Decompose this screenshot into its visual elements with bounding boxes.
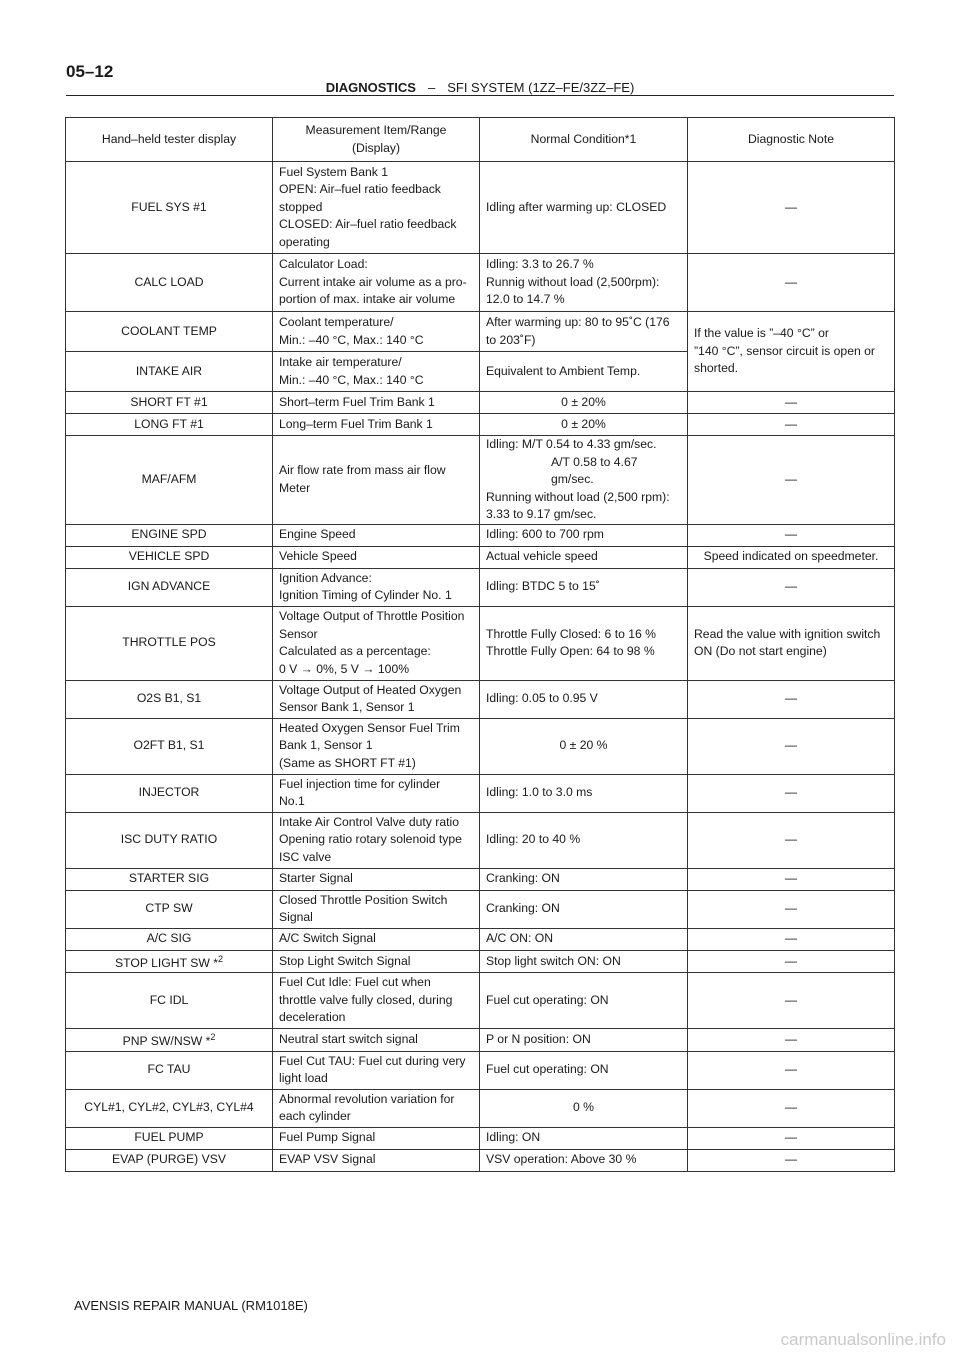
normal-line: 0 ± 20 % bbox=[559, 738, 608, 753]
note-line: ON (Do not start engine) bbox=[694, 644, 827, 658]
cell-diagnostic-note-dash: — bbox=[688, 568, 895, 606]
item-line: Sensor bbox=[279, 626, 318, 641]
cell-measurement-item bbox=[273, 680, 480, 718]
table-row bbox=[66, 546, 895, 568]
table-row bbox=[66, 436, 895, 525]
normal-line: Cranking: ON bbox=[486, 871, 560, 886]
item-line: No.1 bbox=[279, 794, 305, 808]
cell-measurement-item bbox=[273, 312, 480, 352]
table-row bbox=[66, 1127, 895, 1149]
cell-display bbox=[66, 928, 273, 950]
item-line: Starter Signal bbox=[279, 871, 353, 886]
item-line: Short–term Fuel Trim Bank 1 bbox=[279, 394, 435, 409]
normal-line: 0 % bbox=[572, 1100, 594, 1115]
cell-display bbox=[66, 868, 273, 890]
cell-diagnostic-note-dash: — bbox=[688, 973, 895, 1029]
item-line: Engine Speed bbox=[279, 527, 356, 542]
item-line: stopped bbox=[279, 199, 323, 214]
header-display: Hand–held tester display bbox=[66, 118, 273, 162]
display-text: FUEL PUMP bbox=[134, 1130, 204, 1145]
table-row bbox=[66, 973, 895, 1029]
cell-normal-condition bbox=[480, 812, 688, 868]
normal-line: Fuel cut operating: ON bbox=[486, 1062, 609, 1077]
display-text: VEHICLE SPD bbox=[128, 549, 210, 564]
cell-display bbox=[66, 352, 273, 392]
item-line: Bank 1, Sensor 1 bbox=[279, 738, 373, 753]
display-text: ISC DUTY RATIO bbox=[120, 832, 218, 847]
cell-display bbox=[66, 1051, 273, 1089]
cell-normal-condition bbox=[480, 718, 688, 774]
note-line: ”140 °C”, sensor circuit is open or bbox=[694, 343, 875, 358]
cell-diagnostic-note-dash: — bbox=[688, 162, 895, 254]
item-line: (Same as SHORT FT #1) bbox=[279, 755, 416, 770]
cell-display bbox=[66, 1029, 273, 1052]
cell-display bbox=[66, 436, 273, 525]
cell-normal-condition bbox=[480, 1149, 688, 1171]
item-line: Current intake air volume as a pro- bbox=[279, 274, 467, 289]
cell-measurement-item bbox=[273, 950, 480, 973]
normal-line: Idling: 600 to 700 rpm bbox=[486, 527, 604, 542]
display-text: A/C SIG bbox=[146, 931, 192, 946]
item-line: Abnormal revolution variation for bbox=[279, 1091, 455, 1106]
table-row bbox=[66, 524, 895, 546]
cell-display bbox=[66, 950, 273, 973]
item-line: Sensor Bank 1, Sensor 1 bbox=[279, 700, 415, 714]
section-title: DIAGNOSTICS bbox=[325, 80, 416, 95]
normal-line: Running without load (2,500 rpm): bbox=[486, 489, 670, 504]
header-separator: – bbox=[427, 80, 436, 95]
cell-measurement-item bbox=[273, 524, 480, 546]
cell-normal-condition bbox=[480, 546, 688, 568]
cell-display bbox=[66, 774, 273, 812]
cell-diagnostic-note-dash: — bbox=[688, 1051, 895, 1089]
cell-normal-condition bbox=[480, 774, 688, 812]
item-line: deceleration bbox=[279, 1010, 346, 1025]
display-text: FC TAU bbox=[147, 1062, 191, 1077]
display-text: INTAKE AIR bbox=[135, 363, 203, 378]
normal-line: Idling: BTDC 5 to 15˚ bbox=[486, 579, 600, 594]
cell-measurement-item bbox=[273, 254, 480, 312]
item-line: Ignition Advance: bbox=[279, 570, 372, 585]
cell-normal-condition bbox=[480, 606, 688, 680]
table-row bbox=[66, 1089, 895, 1127]
item-line: OPEN: Air–fuel ratio feedback bbox=[279, 182, 441, 197]
cell-display bbox=[66, 312, 273, 352]
cell-measurement-item bbox=[273, 546, 480, 568]
table-row bbox=[66, 868, 895, 890]
normal-line: Idling: 0.05 to 0.95 V bbox=[486, 691, 598, 706]
normal-line: P or N position: ON bbox=[486, 1032, 591, 1047]
normal-line: Cranking: ON bbox=[486, 901, 560, 916]
cell-display bbox=[66, 254, 273, 312]
cell-normal-condition bbox=[480, 868, 688, 890]
item-line: Voltage Output of Heated Oxygen bbox=[279, 682, 462, 697]
normal-line: After warming up: 80 to 95˚C (176 bbox=[486, 315, 670, 329]
cell-display bbox=[66, 546, 273, 568]
cell-measurement-item bbox=[273, 568, 480, 606]
cell-normal-condition bbox=[480, 1029, 688, 1052]
table-row bbox=[66, 1029, 895, 1052]
display-text: INJECTOR bbox=[138, 785, 200, 800]
item-line: operating bbox=[279, 234, 330, 249]
item-line: Opening ratio rotary solenoid type bbox=[279, 832, 462, 847]
display-text: EVAP (PURGE) VSV bbox=[111, 1152, 226, 1167]
cell-diagnostic-note-dash: — bbox=[688, 436, 895, 525]
item-line: Fuel Cut Idle: Fuel cut when bbox=[279, 975, 431, 990]
cell-normal-condition bbox=[480, 352, 688, 392]
footnote-marker: 2 bbox=[217, 953, 223, 964]
table-row bbox=[66, 1051, 895, 1089]
normal-line: Throttle Fully Closed: 6 to 16 % bbox=[486, 626, 657, 641]
cell-normal-condition bbox=[480, 890, 688, 928]
table-row bbox=[66, 812, 895, 868]
cell-normal-condition bbox=[480, 254, 688, 312]
display-text: CYL#1, CYL#2, CYL#3, CYL#4 bbox=[84, 1100, 254, 1115]
item-line: A/C Switch Signal bbox=[279, 931, 376, 946]
display-text: ENGINE SPD bbox=[131, 527, 207, 542]
note-line: If the value is ”–40 °C” or bbox=[694, 326, 829, 341]
cell-measurement-item bbox=[273, 890, 480, 928]
cell-normal-condition bbox=[480, 436, 688, 525]
cell-measurement-item bbox=[273, 606, 480, 680]
header-item-line1: Measurement Item/Range bbox=[305, 123, 447, 137]
display-text: FC IDL bbox=[149, 992, 189, 1007]
normal-line: Equivalent to Ambient Temp. bbox=[486, 363, 641, 378]
cell-measurement-item bbox=[273, 973, 480, 1029]
normal-line: VSV operation: Above 30 % bbox=[486, 1152, 637, 1167]
cell-measurement-item bbox=[273, 392, 480, 414]
item-line: throttle valve fully closed, during bbox=[279, 992, 453, 1007]
normal-line: Runnig without load (2,500rpm): bbox=[486, 274, 660, 289]
cell-diagnostic-note-dash: — bbox=[688, 718, 895, 774]
table-row bbox=[66, 774, 895, 812]
item-line: Min.: –40 °C, Max.: 140 °C bbox=[279, 372, 424, 387]
normal-line: Idling after warming up: CLOSED bbox=[486, 199, 667, 214]
item-line: EVAP VSV Signal bbox=[279, 1152, 376, 1167]
cell-normal-condition bbox=[480, 1051, 688, 1089]
cell-normal-condition bbox=[480, 1089, 688, 1127]
cell-diagnostic-note-dash: — bbox=[688, 414, 895, 436]
item-line: Fuel System Bank 1 bbox=[279, 164, 389, 179]
table-row bbox=[66, 680, 895, 718]
cell-measurement-item bbox=[273, 162, 480, 254]
cell-measurement-item bbox=[273, 352, 480, 392]
table-row bbox=[66, 718, 895, 774]
cell-diagnostic-note-dash: — bbox=[688, 392, 895, 414]
header-diagnostic-note: Diagnostic Note bbox=[688, 118, 895, 162]
display-text: CALC LOAD bbox=[134, 274, 204, 289]
cell-measurement-item bbox=[273, 718, 480, 774]
cell-diagnostic-note-dash: — bbox=[688, 1029, 895, 1052]
cell-normal-condition bbox=[480, 928, 688, 950]
cell-measurement-item bbox=[273, 1051, 480, 1089]
item-line: 0 V → 0%, 5 V → 100% bbox=[279, 661, 410, 676]
display-text: STOP LIGHT SW * bbox=[115, 955, 218, 970]
cell-measurement-item bbox=[273, 1089, 480, 1127]
normal-line: 12.0 to 14.7 % bbox=[486, 292, 565, 307]
display-text: STARTER SIG bbox=[128, 871, 210, 886]
cell-diagnostic-note-dash: — bbox=[688, 1089, 895, 1127]
item-line: Neutral start switch signal bbox=[279, 1032, 418, 1047]
normal-line: Actual vehicle speed bbox=[486, 549, 598, 564]
display-text: MAF/AFM bbox=[141, 472, 197, 486]
cell-display bbox=[66, 973, 273, 1029]
normal-line: 3.33 to 9.17 gm/sec. bbox=[486, 507, 597, 521]
normal-line: Idling: M/T 0.54 to 4.33 gm/sec. bbox=[486, 437, 657, 451]
cell-normal-condition bbox=[480, 973, 688, 1029]
item-line: Calculated as a percentage: bbox=[279, 644, 431, 658]
cell-display bbox=[66, 524, 273, 546]
table-row bbox=[66, 950, 895, 973]
header-measurement-item bbox=[273, 118, 480, 162]
cell-display bbox=[66, 680, 273, 718]
display-text: THROTTLE POS bbox=[122, 635, 216, 650]
cell-diagnostic-note-dash: — bbox=[688, 680, 895, 718]
cell-normal-condition bbox=[480, 414, 688, 436]
item-line: Intake air temperature/ bbox=[279, 355, 402, 369]
table-row bbox=[66, 1149, 895, 1171]
cell-display bbox=[66, 1149, 273, 1171]
cell-normal-condition bbox=[480, 680, 688, 718]
cell-diagnostic-note-dash: — bbox=[688, 774, 895, 812]
item-line: Voltage Output of Throttle Position bbox=[279, 609, 465, 623]
display-text: IGN ADVANCE bbox=[127, 579, 211, 594]
cell-display bbox=[66, 1089, 273, 1127]
note-line: shorted. bbox=[694, 361, 739, 376]
item-line: Long–term Fuel Trim Bank 1 bbox=[279, 416, 433, 431]
cell-measurement-item bbox=[273, 1029, 480, 1052]
item-line: Stop Light Switch Signal bbox=[279, 953, 411, 968]
item-line: Signal bbox=[279, 910, 313, 924]
header-rule bbox=[66, 95, 894, 96]
diagnostic-table bbox=[65, 117, 895, 1172]
cell-diagnostic-note-dash: — bbox=[688, 254, 895, 312]
display-text: O2FT B1, S1 bbox=[133, 738, 205, 753]
table-row bbox=[66, 312, 895, 352]
display-text: LONG FT #1 bbox=[134, 416, 204, 431]
cell-display bbox=[66, 718, 273, 774]
note-line: Read the value with ignition switch bbox=[694, 626, 881, 641]
normal-line: Idling: 1.0 to 3.0 ms bbox=[486, 785, 593, 800]
cell-display bbox=[66, 890, 273, 928]
note-line: Speed indicated on speedmeter. bbox=[703, 549, 879, 564]
normal-line: Stop light switch ON: ON bbox=[486, 953, 621, 968]
normal-line: A/C ON: ON bbox=[486, 931, 554, 946]
page-footer: AVENSIS REPAIR MANUAL (RM1018E) bbox=[74, 1298, 308, 1313]
item-line: Meter bbox=[279, 480, 311, 495]
cell-measurement-item bbox=[273, 414, 480, 436]
table-row bbox=[66, 606, 895, 680]
item-line: Fuel injection time for cylinder bbox=[279, 776, 441, 791]
item-line: Closed Throttle Position Switch bbox=[279, 892, 448, 907]
table-header-row bbox=[66, 118, 895, 162]
normal-line: 0 ± 20% bbox=[561, 416, 606, 431]
cell-normal-condition bbox=[480, 1127, 688, 1149]
table-row bbox=[66, 162, 895, 254]
table-row bbox=[66, 392, 895, 414]
table-row bbox=[66, 414, 895, 436]
item-line: Ignition Timing of Cylinder No. 1 bbox=[279, 588, 452, 602]
cell-normal-condition bbox=[480, 392, 688, 414]
cell-measurement-item bbox=[273, 1127, 480, 1149]
item-line: CLOSED: Air–fuel ratio feedback bbox=[279, 217, 457, 232]
normal-line: Idling: ON bbox=[486, 1130, 541, 1145]
cell-diagnostic-note-dash: — bbox=[688, 868, 895, 890]
page-number: 05–12 bbox=[66, 62, 114, 81]
header-normal-condition: Normal Condition*1 bbox=[480, 118, 688, 162]
cell-measurement-item bbox=[273, 1149, 480, 1171]
cell-display bbox=[66, 812, 273, 868]
item-line: Intake Air Control Valve duty ratio bbox=[279, 814, 459, 829]
display-text: SHORT FT #1 bbox=[130, 394, 208, 409]
cell-diagnostic-note-dash: — bbox=[688, 812, 895, 868]
display-text: O2S B1, S1 bbox=[136, 691, 202, 706]
cell-diagnostic-note-dash: — bbox=[688, 524, 895, 546]
normal-line: Idling: 20 to 40 % bbox=[486, 832, 581, 847]
normal-line: Fuel cut operating: ON bbox=[486, 992, 609, 1007]
item-line: Calculator Load: bbox=[279, 257, 368, 272]
footnote-marker: 2 bbox=[210, 1032, 216, 1043]
item-line: each cylinder bbox=[279, 1109, 351, 1124]
display-text: CTP SW bbox=[145, 901, 193, 916]
table-row bbox=[66, 890, 895, 928]
cell-diagnostic-note-dash: — bbox=[688, 950, 895, 973]
display-text: PNP SW/NSW * bbox=[122, 1034, 211, 1049]
item-line: Vehicle Speed bbox=[279, 549, 357, 564]
header-item-line2: (Display) bbox=[351, 140, 401, 155]
watermark: carmanualsonline.info bbox=[780, 1330, 946, 1349]
item-line: Heated Oxygen Sensor Fuel Trim bbox=[279, 720, 460, 735]
cell-measurement-item bbox=[273, 436, 480, 525]
item-line: ISC valve bbox=[279, 849, 332, 864]
normal-line: Idling: 3.3 to 26.7 % bbox=[486, 257, 594, 272]
cell-measurement-item bbox=[273, 812, 480, 868]
cell-diagnostic-note bbox=[688, 312, 895, 392]
cell-diagnostic-note bbox=[688, 546, 895, 568]
normal-line: 0 ± 20% bbox=[561, 394, 606, 409]
cell-display bbox=[66, 162, 273, 254]
table-row bbox=[66, 254, 895, 312]
cell-diagnostic-note-dash: — bbox=[688, 1149, 895, 1171]
cell-display bbox=[66, 392, 273, 414]
cell-normal-condition bbox=[480, 162, 688, 254]
cell-normal-condition bbox=[480, 312, 688, 352]
item-line: Coolant temperature/ bbox=[279, 315, 394, 329]
cell-diagnostic-note-dash: — bbox=[688, 890, 895, 928]
item-line: Fuel Cut TAU: Fuel cut during very bbox=[279, 1053, 466, 1068]
item-line: Min.: –40 °C, Max.: 140 °C bbox=[279, 332, 424, 347]
item-line: Fuel Pump Signal bbox=[279, 1130, 376, 1145]
cell-diagnostic-note-dash: — bbox=[688, 928, 895, 950]
cell-measurement-item bbox=[273, 928, 480, 950]
table-row bbox=[66, 928, 895, 950]
cell-measurement-item bbox=[273, 774, 480, 812]
normal-line: Throttle Fully Open: 64 to 98 % bbox=[486, 644, 655, 658]
normal-line: A/T 0.58 to 4.67 gm/sec. bbox=[551, 454, 638, 486]
display-text: COOLANT TEMP bbox=[121, 323, 217, 338]
item-line: portion of max. intake air volume bbox=[279, 292, 456, 307]
display-text: FUEL SYS #1 bbox=[131, 199, 207, 214]
cell-measurement-item bbox=[273, 868, 480, 890]
cell-normal-condition bbox=[480, 568, 688, 606]
cell-normal-condition bbox=[480, 524, 688, 546]
cell-display bbox=[66, 414, 273, 436]
cell-diagnostic-note-dash: — bbox=[688, 1127, 895, 1149]
cell-diagnostic-note bbox=[688, 606, 895, 680]
normal-line: to 203˚F) bbox=[486, 332, 536, 347]
cell-display bbox=[66, 568, 273, 606]
subsection-title: SFI SYSTEM (1ZZ–FE/3ZZ–FE) bbox=[447, 80, 635, 95]
page-header bbox=[0, 80, 960, 95]
table-row bbox=[66, 568, 895, 606]
item-line: light load bbox=[279, 1071, 328, 1086]
cell-normal-condition bbox=[480, 950, 688, 973]
cell-display bbox=[66, 606, 273, 680]
item-line: Air flow rate from mass air flow bbox=[279, 463, 446, 478]
cell-display bbox=[66, 1127, 273, 1149]
